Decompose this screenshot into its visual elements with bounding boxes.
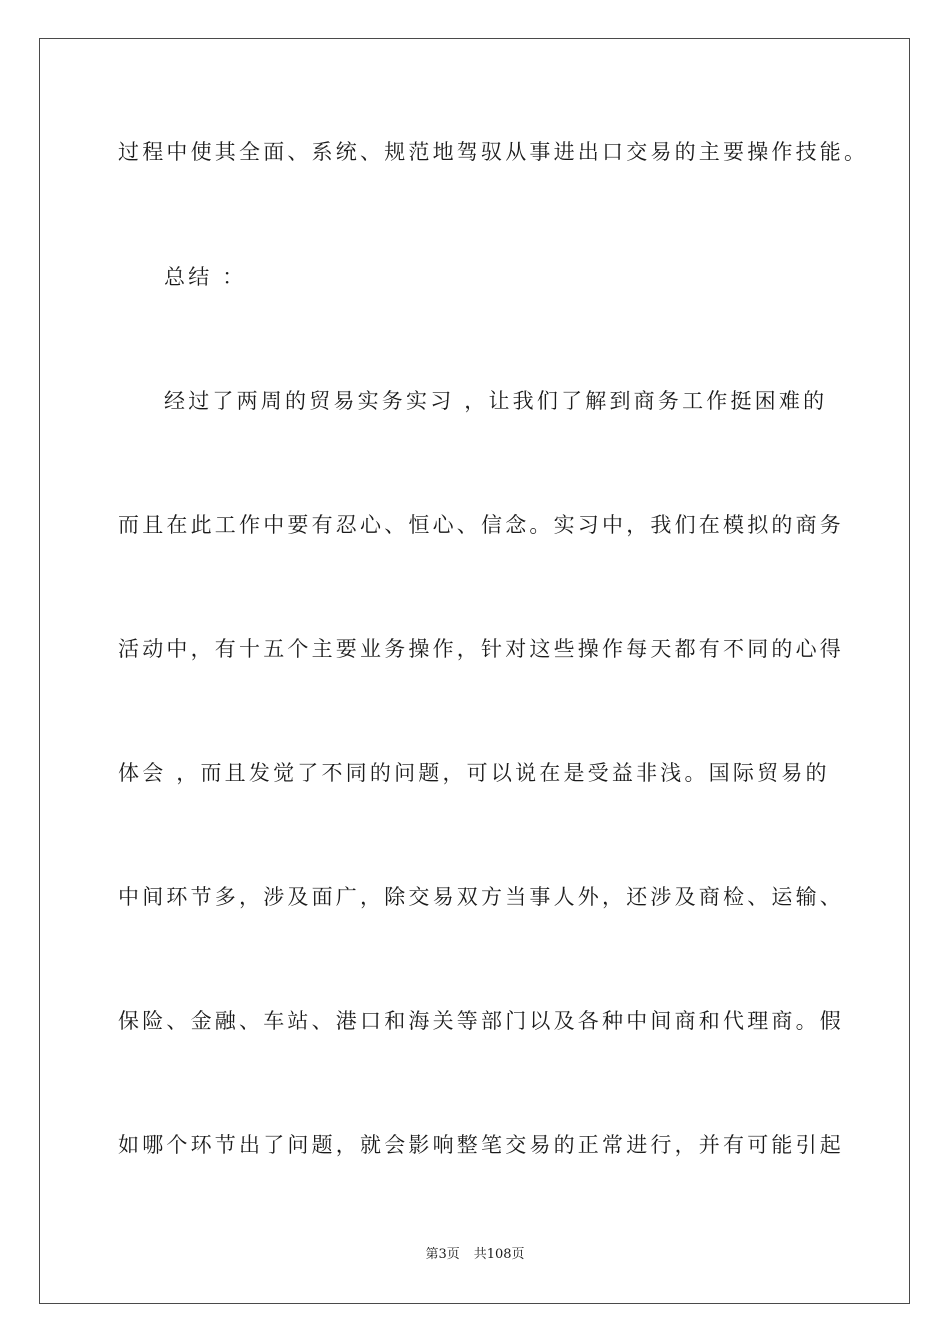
page-footer: [0, 1246, 950, 1264]
page-total: 共108页: [473, 1247, 525, 1262]
body-text-line: 中间环节多，涉及面广，除交易双方当事人外，还涉及商检、运输、: [118, 885, 844, 909]
page-number: 第3页: [425, 1247, 460, 1262]
body-text-line: 而且在此工作中要有忍心、恒心、信念。实习中，我们在模拟的商务: [118, 513, 844, 537]
body-text-line: 保险、金融、车站、港口和海关等部门以及各种中间商和代理商。假: [118, 1009, 844, 1033]
body-text-line: 活动中，有十五个主要业务操作，针对这些操作每天都有不同的心得: [118, 637, 844, 661]
body-text-line: 如哪个环节出了问题，就会影响整笔交易的正常进行，并有可能引起: [118, 1133, 844, 1157]
body-text-line: 过程中使其全面、系统、规范地驾驭从事进出口交易的主要操作技能。: [118, 140, 869, 164]
section-heading: 总结 ：: [164, 265, 247, 289]
page-border: [39, 38, 910, 1304]
body-text-line: 经过了两周的贸易实务实习 ，让我们了解到商务工作挺困难的: [164, 389, 828, 413]
body-text-line: 体会 ，而且发觉了不同的问题，可以说在是受益非浅。国际贸易的: [118, 761, 830, 785]
